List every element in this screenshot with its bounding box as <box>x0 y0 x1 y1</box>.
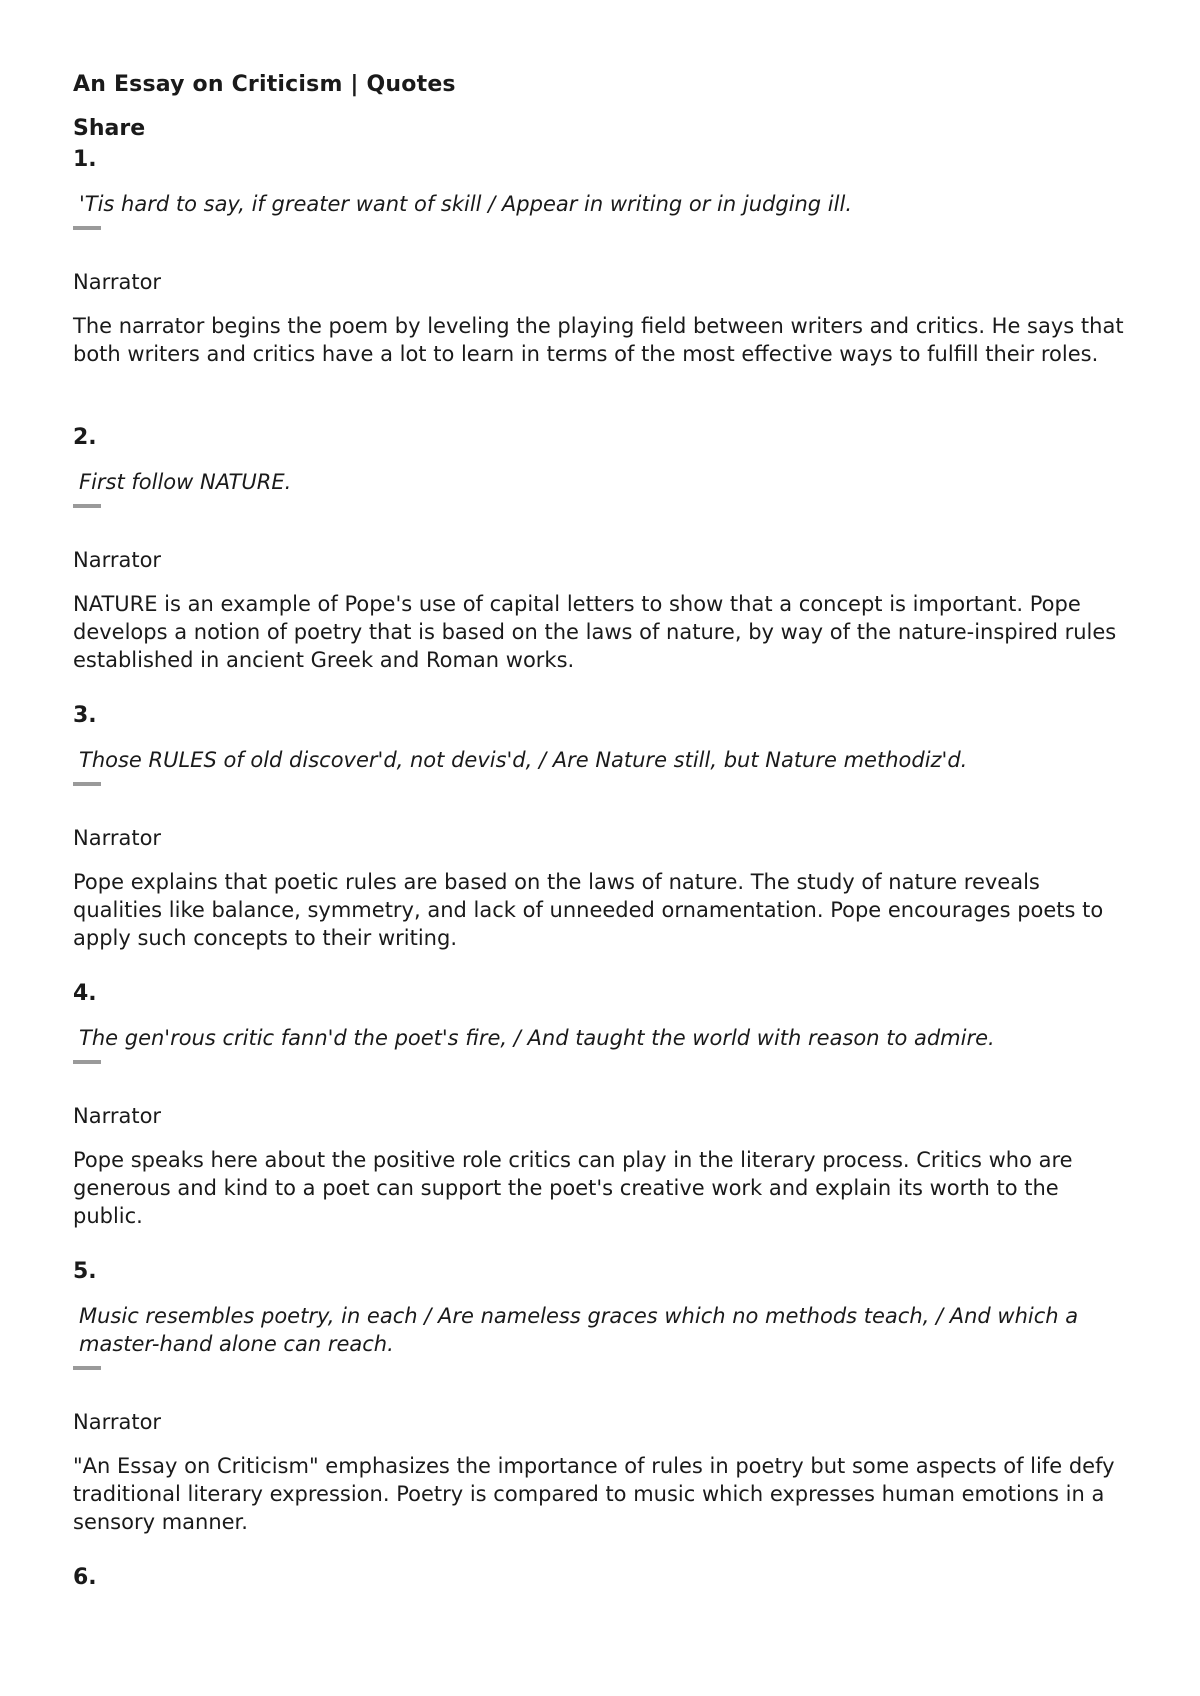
quote-speaker: Narrator <box>73 270 162 294</box>
quote-text: First follow NATURE. <box>79 470 292 494</box>
page-title: An Essay on Criticism | Quotes <box>73 72 456 97</box>
quote-number: 1. <box>73 147 97 172</box>
quote-item-4 <box>73 980 1133 1230</box>
quote-explanation: The narrator begins the poem by leveling the playing field between writers and critics. He says that both writers and critics have a lot to learn in terms of the most effective ways to fulfill their roles. <box>73 314 1124 366</box>
quote-speaker: Narrator <box>73 826 162 850</box>
quote-item-6 <box>73 1564 1133 1592</box>
quote-explanation: Pope speaks here about the positive role critics can play in the literary process. Critics who are generous and kind to a poet can support the poet's creative work and explain its worth to the public. <box>73 1148 1073 1228</box>
quote-explanation: "An Essay on Criticism" emphasizes the importance of rules in poetry but some aspects of life defy traditional literary expression. Poetry is compared to music which expresses human emotions in a sensory manner. <box>73 1454 1115 1534</box>
quote-speaker: Narrator <box>73 548 162 572</box>
quote-number: 2. <box>73 425 97 450</box>
quote-number: 5. <box>73 1259 97 1284</box>
quote-text: The gen'rous critic fann'd the poet's fire, / And taught the world with reason to admire. <box>79 1026 995 1050</box>
quote-speaker: Narrator <box>73 1410 162 1434</box>
quote-item-5 <box>73 1258 1133 1536</box>
quote-number: 6. <box>73 1565 97 1590</box>
quote-text: Those RULES of old discover'd, not devis'd, / Are Nature still, but Nature methodiz'd. <box>79 748 968 772</box>
quote-divider <box>73 504 101 508</box>
quote-divider <box>73 226 101 230</box>
quote-divider <box>73 1366 101 1370</box>
quote-divider <box>73 782 101 786</box>
quote-text: Music resembles poetry, in each / Are nameless graces which no methods teach, / And which a master-hand alone can reach. <box>79 1304 1079 1356</box>
quote-divider <box>73 1060 101 1064</box>
quote-speaker: Narrator <box>73 1104 162 1128</box>
quote-item-2 <box>73 424 1133 674</box>
quote-number: 4. <box>73 981 97 1006</box>
quote-number: 3. <box>73 703 97 728</box>
quote-explanation: NATURE is an example of Pope's use of capital letters to show that a concept is important. Pope develops a notion of poetry that is based on the laws of nature, by way of the nature-inspired rules established in ancient Greek and Roman works. <box>73 592 1117 672</box>
quote-item-3 <box>73 702 1133 952</box>
share-link[interactable]: Share <box>73 116 146 141</box>
quote-item-1 <box>73 146 1133 368</box>
quote-explanation: Pope explains that poetic rules are based on the laws of nature. The study of nature reveals qualities like balance, symmetry, and lack of unneeded ornamentation. Pope encourages poets to apply such concepts to their writing. <box>73 870 1104 950</box>
quote-text: 'Tis hard to say, if greater want of skill / Appear in writing or in judging ill. <box>79 192 852 216</box>
